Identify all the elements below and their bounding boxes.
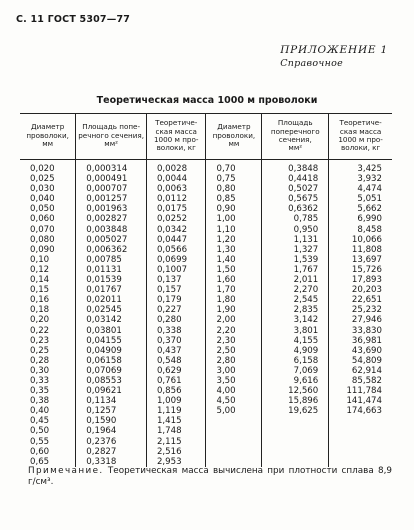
table-row: [20, 295, 392, 305]
table-container: [20, 113, 392, 467]
table-cell: 174,663: [329, 406, 392, 416]
table-cell: 0,629: [146, 366, 206, 376]
column-header: Диаметр проволоки, мм: [206, 114, 262, 160]
table-cell: 6,990: [329, 214, 392, 224]
table-cell: 0,0252: [146, 214, 206, 224]
table-cell: [206, 426, 262, 436]
table-cell: 0,15: [30, 285, 50, 296]
table-cell: [329, 416, 392, 426]
table-cell: 0,10: [30, 254, 50, 265]
table-row: [20, 396, 392, 406]
table-cell: [262, 437, 329, 447]
table-cell: 0,025: [30, 174, 55, 185]
table-cell: 2,30: [206, 336, 262, 346]
table-cell: 0,0566: [146, 245, 206, 255]
table-row: [20, 336, 392, 346]
table-title: Теоретическая масса 1000 м проволоки: [96, 95, 318, 106]
table-cell: 0,030: [30, 184, 55, 195]
table-cell: 2,545: [262, 295, 329, 305]
table-cell: 0,785: [262, 214, 329, 224]
table-cell: 0,25: [30, 345, 50, 356]
table-cell: 0,157: [146, 285, 206, 295]
table-header-row: [20, 114, 392, 160]
table-cell: 0,0112: [146, 194, 206, 204]
table-row: [20, 275, 392, 285]
table-cell: 33,830: [329, 326, 392, 336]
table-body: [20, 160, 392, 467]
table-cell: [329, 447, 392, 457]
table-cell: 3,932: [329, 174, 392, 184]
table-cell: 12,560: [262, 386, 329, 396]
table-row: [20, 265, 392, 275]
table-row: [20, 315, 392, 325]
table-row: [20, 406, 392, 416]
table-cell: 25,232: [329, 305, 392, 315]
table-cell: 0,020: [30, 164, 55, 174]
table-cell: 2,20: [206, 326, 262, 336]
table-cell: 0,000314: [76, 160, 147, 175]
table-cell: 0,005027: [76, 235, 147, 245]
table-cell: 141,474: [329, 396, 392, 406]
table-cell: 0,35: [30, 386, 50, 397]
table-row: [20, 235, 392, 245]
table-cell: 22,651: [329, 295, 392, 305]
table-cell: 0,280: [146, 315, 206, 325]
table-cell: 0,16: [30, 295, 50, 306]
table-cell: 1,60: [206, 275, 262, 285]
table-cell: 1,131: [262, 235, 329, 245]
table-cell: 0,761: [146, 376, 206, 386]
table-cell: 0,55: [30, 436, 50, 447]
table-cell: 0,1590: [76, 416, 147, 426]
table-cell: 15,896: [262, 396, 329, 406]
table-cell: 3,801: [262, 326, 329, 336]
table-cell: 36,981: [329, 336, 392, 346]
table-cell: 0,040: [30, 194, 55, 205]
table-cell: 1,119: [146, 406, 206, 416]
table-cell: 0,6362: [262, 204, 329, 214]
table-cell: 1,767: [262, 265, 329, 275]
table-cell: 1,009: [146, 396, 206, 406]
table-cell: 85,582: [329, 376, 392, 386]
table-cell: 0,01131: [76, 265, 147, 275]
table-cell: 4,155: [262, 336, 329, 346]
table-cell: 0,08553: [76, 376, 147, 386]
table-cell: [262, 447, 329, 457]
table-cell: 2,00: [206, 315, 262, 325]
table-cell: 0,90: [206, 204, 262, 214]
table-cell: 0,02545: [76, 305, 147, 315]
table-cell: 0,137: [146, 275, 206, 285]
table-row: [20, 426, 392, 436]
table-row: [20, 386, 392, 396]
table-cell: 0,06158: [76, 356, 147, 366]
table-row: [20, 204, 392, 214]
table-cell: 0,70: [206, 160, 262, 175]
table-cell: 4,909: [262, 346, 329, 356]
table-cell: 0,3848: [262, 160, 329, 175]
table-cell: 2,80: [206, 356, 262, 366]
table-cell: 2,50: [206, 346, 262, 356]
table-cell: 3,50: [206, 376, 262, 386]
table-cell: 2,953: [146, 457, 206, 467]
table-row: [20, 174, 392, 184]
table-row: [20, 305, 392, 315]
appendix-block: [280, 44, 388, 69]
table-row: [20, 416, 392, 426]
table-cell: 0,001963: [76, 204, 147, 214]
table-cell: 2,516: [146, 447, 206, 457]
table-cell: 0,09621: [76, 386, 147, 396]
wire-mass-table: [20, 113, 392, 467]
table-cell: 0,04909: [76, 346, 147, 356]
table-cell: 9,616: [262, 376, 329, 386]
table-cell: 4,474: [329, 184, 392, 194]
table-cell: 2,011: [262, 275, 329, 285]
table-cell: 0,2376: [76, 437, 147, 447]
table-cell: 0,856: [146, 386, 206, 396]
table-cell: 5,00: [206, 406, 262, 416]
table-row: [20, 356, 392, 366]
table-cell: 0,4418: [262, 174, 329, 184]
table-cell: 111,784: [329, 386, 392, 396]
appendix-subtitle: Справочное: [280, 58, 344, 69]
table-cell: 0,0175: [146, 204, 206, 214]
table-cell: [329, 426, 392, 436]
table-cell: 1,70: [206, 285, 262, 295]
table-row: [20, 447, 392, 457]
table-cell: 0,1964: [76, 426, 147, 436]
table-cell: 0,30: [30, 365, 50, 376]
table-cell: [206, 437, 262, 447]
column-header: Площадь попе- речного сечения, мм²: [76, 114, 147, 160]
table-cell: 0,1007: [146, 265, 206, 275]
table-cell: 0,179: [146, 295, 206, 305]
table-cell: 3,00: [206, 366, 262, 376]
table-cell: 0,5675: [262, 194, 329, 204]
footnote-label: Примечание.: [28, 466, 104, 476]
column-header: Площадь поперечного сечения, мм²: [262, 114, 329, 160]
table-cell: 0,60: [30, 446, 50, 457]
table-cell: 1,539: [262, 255, 329, 265]
table-cell: 8,458: [329, 225, 392, 235]
column-header: Теоретиче- ская масса 1000 м про- волоки, кг: [329, 114, 392, 160]
table-cell: 0,370: [146, 336, 206, 346]
appendix-title: ПРИЛОЖЕНИЕ 1: [280, 44, 388, 56]
table-cell: [329, 437, 392, 447]
table-cell: 2,270: [262, 285, 329, 295]
table-cell: 5,051: [329, 194, 392, 204]
table-cell: 0,006362: [76, 245, 147, 255]
table-cell: 0,000491: [76, 174, 147, 184]
table-cell: 1,40: [206, 255, 262, 265]
table-cell: 0,07069: [76, 366, 147, 376]
table-cell: 6,158: [262, 356, 329, 366]
table-cell: 0,070: [30, 224, 55, 235]
table-cell: 0,23: [30, 335, 50, 346]
table-cell: 2,115: [146, 437, 206, 447]
table-cell: 54,809: [329, 356, 392, 366]
table-cell: 62,914: [329, 366, 392, 376]
table-cell: 0,85: [206, 194, 262, 204]
table-cell: 1,00: [206, 214, 262, 224]
table-row: [20, 255, 392, 265]
table-cell: 0,060: [30, 214, 55, 225]
table-cell: 0,18: [30, 305, 50, 316]
table-cell: 0,01767: [76, 285, 147, 295]
table-cell: 0,000707: [76, 184, 147, 194]
table-cell: 0,0028: [146, 160, 206, 175]
table-cell: 0,04155: [76, 336, 147, 346]
table-cell: 0,0063: [146, 184, 206, 194]
table-cell: 2,835: [262, 305, 329, 315]
table-cell: 0,2827: [76, 447, 147, 457]
table-row: [20, 225, 392, 235]
table-cell: 15,726: [329, 265, 392, 275]
table-cell: 0,20: [30, 315, 50, 326]
table-cell: 0,28: [30, 355, 50, 366]
table-cell: 0,338: [146, 326, 206, 336]
table-cell: 0,1134: [76, 396, 147, 406]
table-row: [20, 346, 392, 356]
table-cell: 0,22: [30, 325, 50, 336]
column-header: Теоретиче- ская масса 1000 м про- волоки, кг: [146, 114, 206, 160]
table-row: [20, 245, 392, 255]
table-cell: 4,50: [206, 396, 262, 406]
table-cell: 0,38: [30, 396, 50, 407]
table-cell: 11,808: [329, 245, 392, 255]
table-cell: 13,697: [329, 255, 392, 265]
table-cell: 0,03142: [76, 315, 147, 325]
table-cell: 3,425: [329, 160, 392, 175]
table-cell: 0,950: [262, 225, 329, 235]
table-cell: 0,227: [146, 305, 206, 315]
table-cell: 1,10: [206, 225, 262, 235]
table-cell: 0,03801: [76, 326, 147, 336]
table-cell: 0,40: [30, 406, 50, 417]
table-cell: 1,20: [206, 235, 262, 245]
table-cell: 0,0447: [146, 235, 206, 245]
table-cell: 0,0044: [146, 174, 206, 184]
table-cell: 0,75: [206, 174, 262, 184]
table-cell: 10,066: [329, 235, 392, 245]
table-cell: 0,050: [30, 204, 55, 215]
table-row: [20, 366, 392, 376]
table-cell: [262, 416, 329, 426]
table-cell: 0,33: [30, 375, 50, 386]
table-row: [20, 437, 392, 447]
table-cell: 1,90: [206, 305, 262, 315]
table-cell: 1,30: [206, 245, 262, 255]
table-cell: 0,01539: [76, 275, 147, 285]
table-cell: 1,415: [146, 416, 206, 426]
table-cell: 0,001257: [76, 194, 147, 204]
table-row: [20, 214, 392, 224]
table-cell: 3,142: [262, 315, 329, 325]
table-cell: [206, 447, 262, 457]
table-cell: 1,748: [146, 426, 206, 436]
table-cell: 19,625: [262, 406, 329, 416]
table-cell: 5,662: [329, 204, 392, 214]
table-cell: 7,069: [262, 366, 329, 376]
table-cell: 0,02011: [76, 295, 147, 305]
table-cell: 0,80: [206, 184, 262, 194]
table-cell: [262, 426, 329, 436]
table-cell: 0,0342: [146, 225, 206, 235]
table-cell: 43,690: [329, 346, 392, 356]
table-cell: 0,14: [30, 275, 50, 286]
table-cell: 0,65: [30, 456, 50, 467]
page-header: С. 11 ГОСТ 5307—77: [16, 14, 131, 25]
table-cell: 0,437: [146, 346, 206, 356]
table-cell: 0,1257: [76, 406, 147, 416]
table-row: [20, 285, 392, 295]
table-cell: 0,002827: [76, 214, 147, 224]
table-cell: 0,080: [30, 234, 55, 245]
table-cell: 0,003848: [76, 225, 147, 235]
table-cell: 1,80: [206, 295, 262, 305]
table-cell: 4,00: [206, 386, 262, 396]
table-row: [20, 194, 392, 204]
table-cell: 0,12: [30, 264, 50, 275]
table-cell: 27,946: [329, 315, 392, 325]
table-cell: 1,327: [262, 245, 329, 255]
table-cell: 0,5027: [262, 184, 329, 194]
table-cell: 0,50: [30, 426, 50, 437]
table-cell: 0,00785: [76, 255, 147, 265]
table-cell: 0,090: [30, 244, 55, 255]
table-cell: [206, 416, 262, 426]
footnote: [28, 466, 392, 488]
table-cell: 0,3318: [76, 457, 147, 467]
table-row: [20, 376, 392, 386]
table-cell: 20,203: [329, 285, 392, 295]
table-row: [20, 184, 392, 194]
table-cell: 17,893: [329, 275, 392, 285]
table-cell: 0,45: [30, 416, 50, 427]
table-row: [20, 326, 392, 336]
table-cell: 0,0699: [146, 255, 206, 265]
column-header: Диаметр проволоки, мм: [20, 114, 76, 160]
table-row: [20, 160, 392, 175]
footnote-text: Теоретическая масса вычислена при плотности сплава 8,9 г/см³.: [28, 466, 392, 487]
table-cell: 1,50: [206, 265, 262, 275]
table-cell: 0,548: [146, 356, 206, 366]
